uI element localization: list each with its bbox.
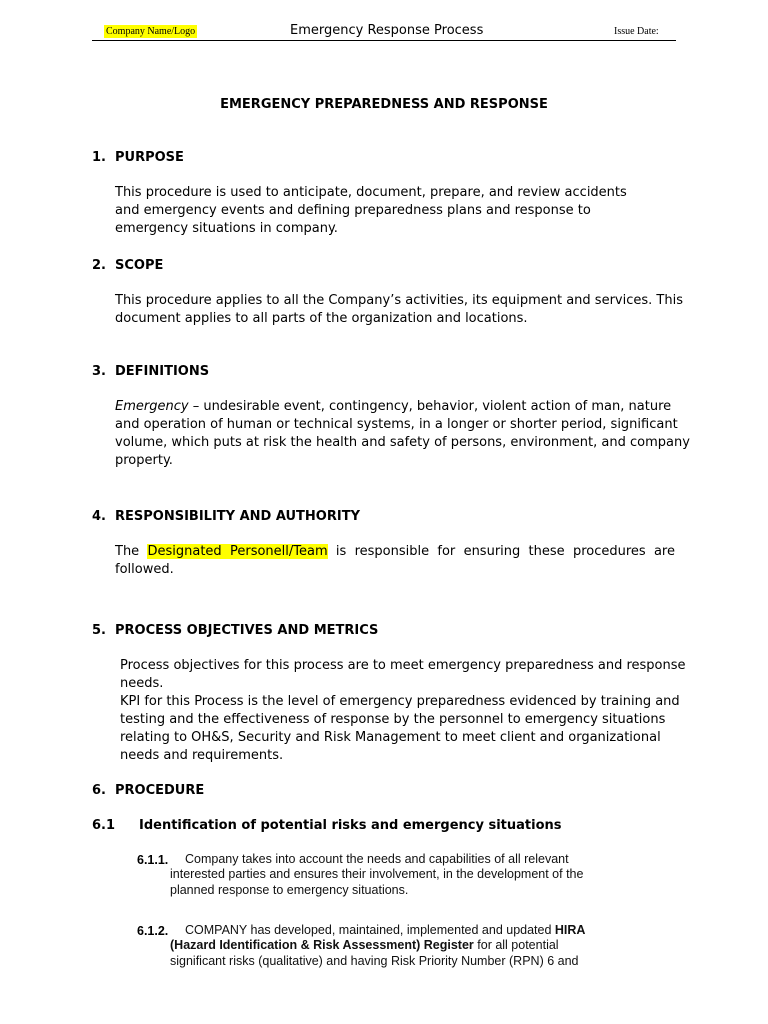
scope-paragraph [115, 292, 683, 328]
definition-text: – undesirable event, contingency, behavior, violent action of man, nature [188, 399, 672, 414]
responsibility-text-before: The [115, 544, 140, 559]
section-heading-responsibility: RESPONSIBILITY AND AUTHORITY [115, 509, 360, 524]
objectives-line: relating to OH&S, Security and Risk Management to meet client and organizational [120, 730, 661, 745]
subsection-heading: Identification of potential risks and emergency situations [139, 818, 562, 833]
section-heading-scope: SCOPE [115, 258, 164, 273]
purpose-line: This procedure is used to anticipate, document, prepare, and review accidents [115, 185, 627, 200]
issue-date-label: Issue Date: [614, 26, 659, 37]
section-number-purpose: 1. [92, 150, 106, 165]
item-continuation [170, 938, 660, 969]
item-line [185, 923, 660, 939]
section-heading-procedure: PROCEDURE [115, 783, 205, 798]
definition-term: Emergency [115, 399, 189, 414]
item-line: planned response to emergency situations. [170, 882, 409, 897]
item-line: Company takes into account the needs and capabilities of all relevant [185, 852, 569, 866]
subsection-number: 6.1 [92, 818, 116, 833]
section-heading-definitions: DEFINITIONS [115, 364, 210, 379]
section-number-definitions: 3. [92, 364, 106, 379]
definitions-line: and operation of human or technical systems, in a longer or shorter period, significant [115, 417, 678, 432]
objectives-line: KPI for this Process is the level of emergency preparedness evidenced by training and [120, 694, 680, 709]
item-text: for all potential [473, 938, 559, 952]
purpose-line: emergency situations in company. [115, 221, 338, 236]
definitions-line [115, 398, 675, 416]
definitions-line: property. [115, 453, 173, 468]
objectives-line: needs. [120, 676, 164, 691]
hira-register-name: (Hazard Identification & Risk Assessment) Register [170, 938, 474, 952]
purpose-line: and emergency events and defining preparedness plans and response to [115, 203, 591, 218]
definitions-line: volume, which puts at risk the health and safety of persons, environment, and company [115, 435, 690, 450]
responsibility-paragraph [115, 543, 675, 579]
responsibility-line: followed. [115, 562, 174, 577]
document-title: EMERGENCY PREPAREDNESS AND RESPONSE [220, 97, 548, 112]
section-number-responsibility: 4. [92, 509, 106, 524]
header-divider [92, 40, 676, 41]
objectives-paragraph [120, 657, 686, 765]
header-document-title: Emergency Response Process [290, 23, 484, 38]
objectives-line: testing and the effectiveness of response by the personnel to emergency situations [120, 712, 666, 727]
responsibility-text-after: is responsible for ensuring these procedures are [335, 544, 675, 559]
item-text: COMPANY has developed, maintained, implemented and updated [185, 923, 555, 937]
item-number: 6.1.2. [137, 924, 169, 938]
section-number-objectives: 5. [92, 623, 106, 638]
item-first-line [185, 923, 660, 939]
purpose-paragraph [115, 184, 675, 238]
item-line [170, 938, 660, 954]
company-logo-placeholder: Company Name/Logo [106, 26, 196, 37]
designated-team-placeholder: Designated Personell/Team [147, 544, 328, 559]
scope-line: This procedure applies to all the Company’s activities, its equipment and services. This [115, 293, 683, 308]
item-line: interested parties and ensures their involvement, in the development of the [170, 867, 584, 881]
item-number: 6.1.1. [137, 853, 169, 867]
item-line: significant risks (qualitative) and having Risk Priority Number (RPN) 6 and [170, 953, 579, 968]
responsibility-line [115, 543, 675, 561]
hira-label: HIRA [554, 923, 586, 937]
item-first-line [185, 852, 660, 868]
section-heading-objectives: PROCESS OBJECTIVES AND METRICS [115, 623, 379, 638]
item-continuation [170, 867, 660, 898]
section-number-scope: 2. [92, 258, 106, 273]
section-number-procedure: 6. [92, 783, 106, 798]
objectives-line: Process objectives for this process are to meet emergency preparedness and response [120, 658, 686, 673]
scope-line: document applies to all parts of the organization and locations. [115, 311, 528, 326]
section-heading-purpose: PURPOSE [115, 150, 184, 165]
objectives-line: needs and requirements. [120, 748, 284, 763]
definitions-paragraph [115, 398, 690, 470]
